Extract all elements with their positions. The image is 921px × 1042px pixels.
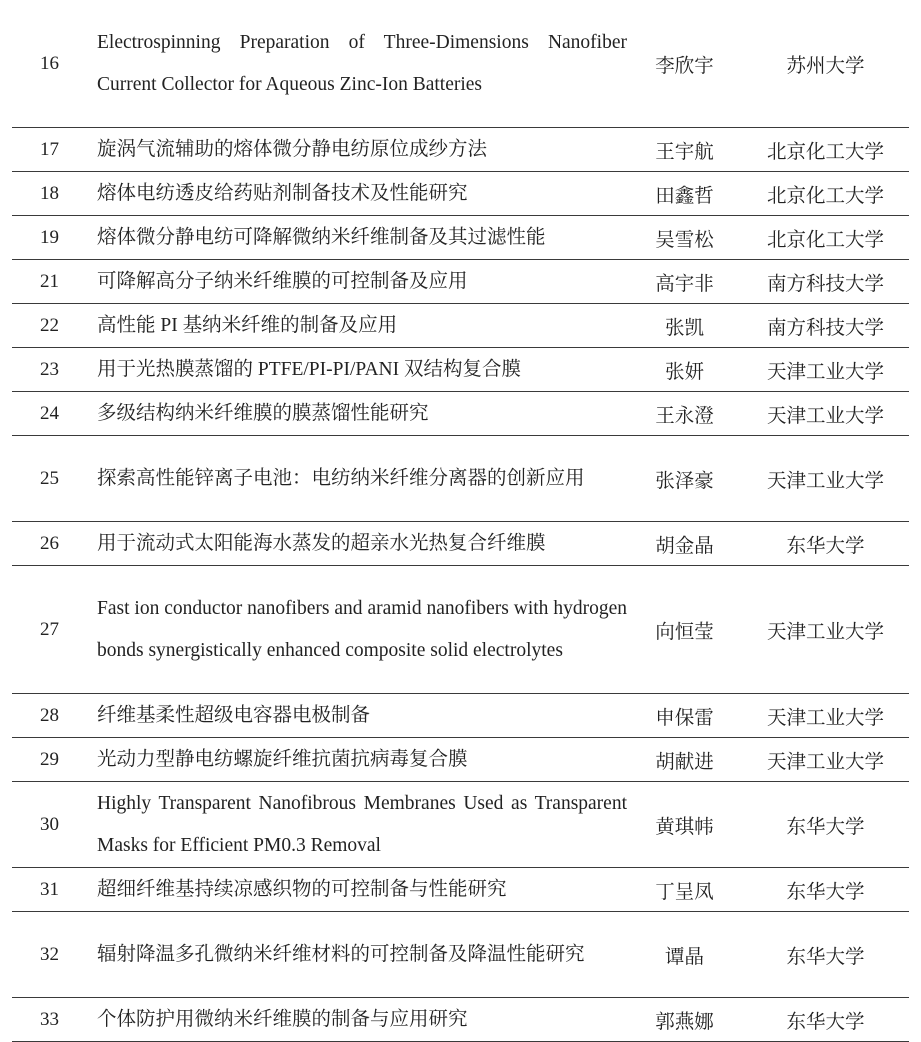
paper-title: 探索高性能锌离子电池：电纺纳米纤维分离器的创新应用	[97, 467, 585, 489]
row-number: 29	[40, 748, 59, 770]
author-name: 谭晶	[664, 946, 704, 968]
institution: 天津工业大学	[766, 621, 884, 643]
table-row	[12, 216, 909, 260]
table-row	[12, 128, 909, 172]
row-number: 32	[40, 943, 59, 965]
author-name: 王永澄	[655, 405, 714, 427]
table-row	[12, 694, 909, 738]
paper-title: 纤维基柔性超级电容器电极制备	[97, 704, 371, 726]
author-name: 张泽豪	[655, 470, 714, 492]
row-number: 26	[40, 532, 59, 554]
institution: 北京化工大学	[766, 185, 884, 207]
award-list-table	[12, 0, 909, 1042]
institution: 天津工业大学	[766, 707, 884, 729]
row-number: 33	[40, 1008, 59, 1030]
author-name: 胡金晶	[655, 535, 714, 557]
row-number: 27	[40, 618, 59, 640]
table-row	[12, 738, 909, 782]
row-number: 31	[40, 878, 59, 900]
table-row	[12, 912, 909, 998]
row-number: 23	[40, 358, 59, 380]
paper-title: 辐射降温多孔微纳米纤维材料的可控制备及降温性能研究	[97, 943, 585, 965]
paper-title: Highly Transparent Nanofibrous Membranes Used as Transparent Masks for Efficient PM0.3 Removal	[97, 792, 627, 856]
row-number: 28	[40, 704, 59, 726]
table-row	[12, 348, 909, 392]
institution: 北京化工大学	[766, 141, 884, 163]
table-row	[12, 566, 909, 694]
institution: 南方科技大学	[766, 317, 884, 339]
table-row	[12, 998, 909, 1042]
paper-title: 熔体电纺透皮给药贴剂制备技术及性能研究	[97, 182, 468, 204]
institution: 东华大学	[786, 816, 865, 838]
institution: 天津工业大学	[766, 405, 884, 427]
row-number: 17	[40, 138, 59, 160]
author-name: 张妍	[664, 361, 704, 383]
paper-title: 高性能 PI 基纳米纤维的制备及应用	[97, 314, 398, 336]
table-row	[12, 522, 909, 566]
author-name: 黄琪帏	[655, 816, 714, 838]
paper-title: Electrospinning Preparation of Three-Dimensions Nanofiber Current Collector for Aqueous Zinc-Ion Batteries	[97, 31, 627, 95]
paper-title: 个体防护用微纳米纤维膜的制备与应用研究	[97, 1008, 468, 1030]
row-number: 30	[40, 813, 59, 835]
institution: 南方科技大学	[766, 273, 884, 295]
author-name: 田鑫哲	[655, 185, 714, 207]
author-name: 申保雷	[655, 707, 714, 729]
author-name: 吴雪松	[655, 229, 714, 251]
paper-title: 多级结构纳米纤维膜的膜蒸馏性能研究	[97, 402, 429, 424]
author-name: 郭燕娜	[655, 1011, 714, 1033]
table-row	[12, 172, 909, 216]
paper-title: Fast ion conductor nanofibers and aramid nanofibers with hydrogen bonds synergistically enhanced composite solid electrolytes	[97, 597, 627, 661]
institution: 东华大学	[786, 881, 865, 903]
institution: 东华大学	[786, 1011, 865, 1033]
author-name: 丁呈凤	[655, 881, 714, 903]
table-row	[12, 436, 909, 522]
author-name: 胡献进	[655, 751, 714, 773]
table-row	[12, 304, 909, 348]
institution: 天津工业大学	[766, 361, 884, 383]
author-name: 王宇航	[655, 141, 714, 163]
table-row	[12, 392, 909, 436]
institution: 北京化工大学	[766, 229, 884, 251]
table-row	[12, 868, 909, 912]
paper-title: 超细纤维基持续凉感织物的可控制备与性能研究	[97, 878, 507, 900]
author-name: 李欣宇	[655, 55, 714, 77]
table-row	[12, 782, 909, 868]
institution: 东华大学	[786, 535, 865, 557]
institution: 天津工业大学	[766, 470, 884, 492]
paper-title: 用于流动式太阳能海水蒸发的超亲水光热复合纤维膜	[97, 532, 546, 554]
row-number: 24	[40, 402, 59, 424]
table-row	[12, 260, 909, 304]
row-number: 19	[40, 226, 59, 248]
institution: 东华大学	[786, 946, 865, 968]
author-name: 高宇非	[655, 273, 714, 295]
row-number: 18	[40, 182, 59, 204]
author-name: 向恒莹	[655, 621, 714, 643]
row-number: 22	[40, 314, 59, 336]
row-number: 25	[40, 467, 59, 489]
paper-title: 用于光热膜蒸馏的 PTFE/PI-PI/PANI 双结构复合膜	[97, 358, 521, 380]
paper-title: 可降解高分子纳米纤维膜的可控制备及应用	[97, 270, 468, 292]
table-row	[12, 0, 909, 128]
paper-title: 熔体微分静电纺可降解微纳米纤维制备及其过滤性能	[97, 226, 546, 248]
author-name: 张凯	[664, 317, 704, 339]
row-number: 16	[40, 52, 59, 74]
paper-title: 光动力型静电纺螺旋纤维抗菌抗病毒复合膜	[97, 748, 468, 770]
row-number: 21	[40, 270, 59, 292]
paper-title: 旋涡气流辅助的熔体微分静电纺原位成纱方法	[97, 138, 488, 160]
institution: 苏州大学	[786, 55, 865, 77]
institution: 天津工业大学	[766, 751, 884, 773]
